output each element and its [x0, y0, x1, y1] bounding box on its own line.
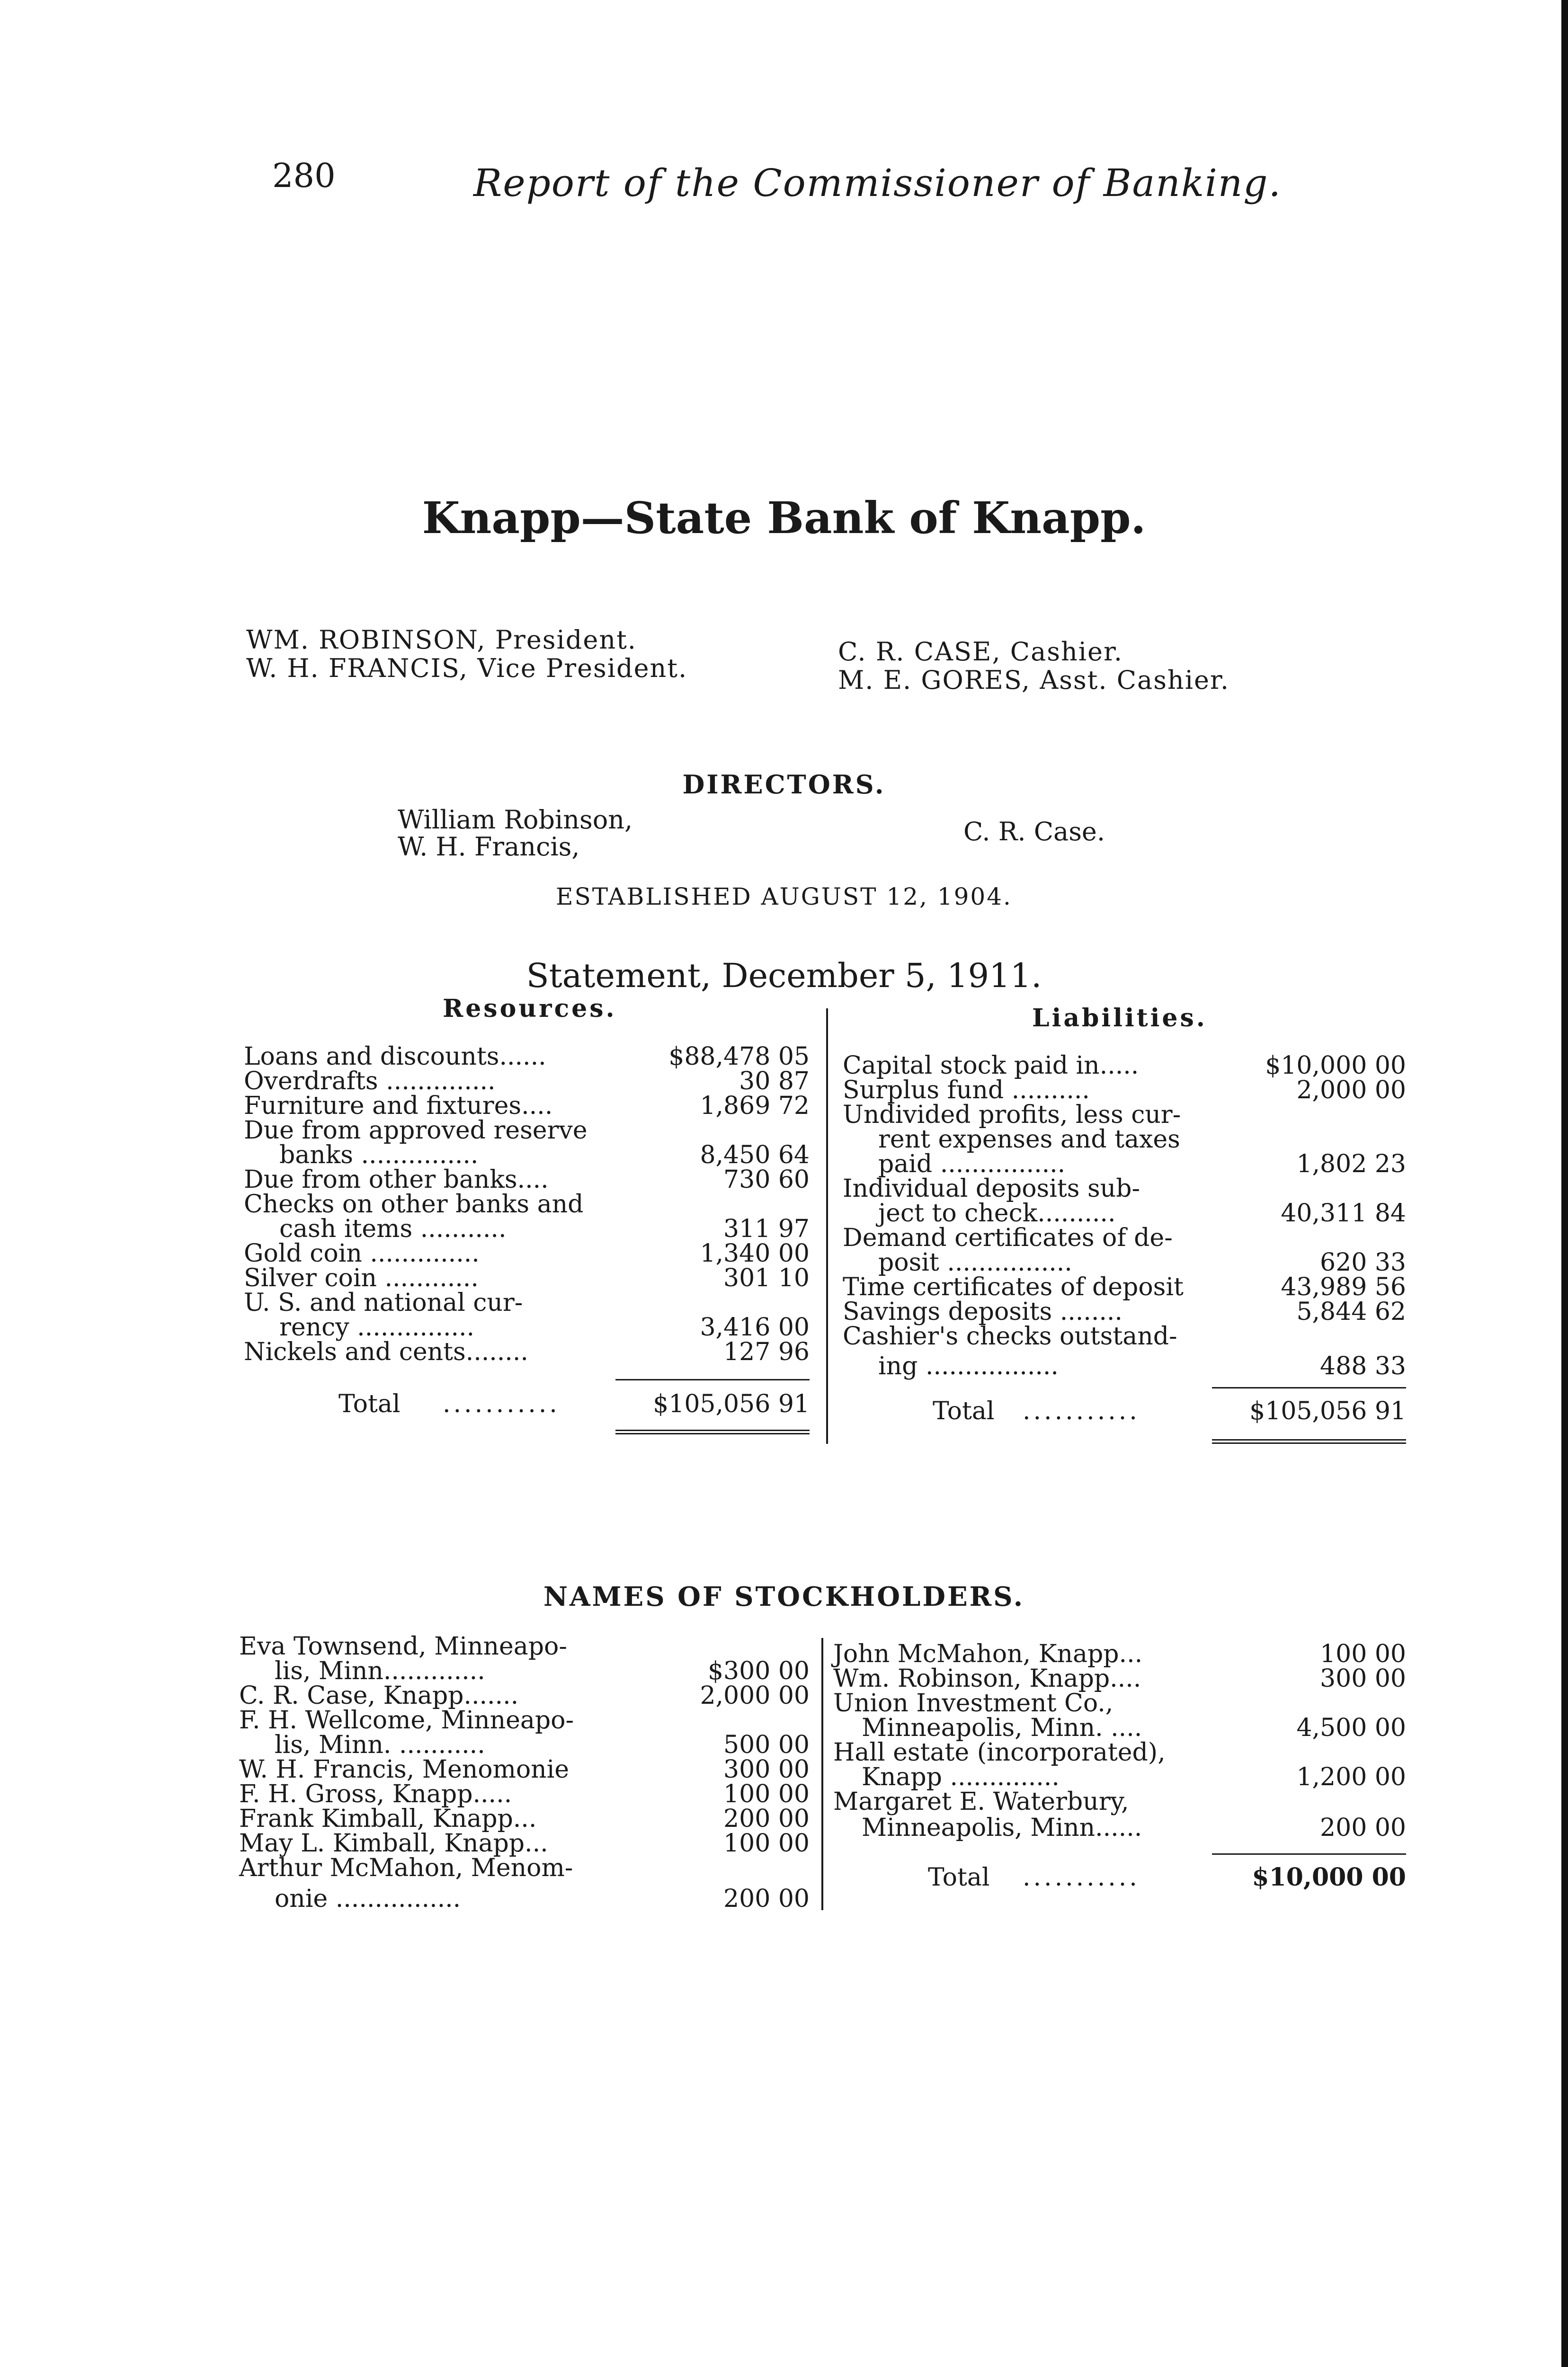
resource-label: Silver coin ............	[244, 1264, 479, 1292]
leader-dots: ...........	[1023, 1397, 1140, 1425]
stockholders-rule	[1212, 1853, 1406, 1855]
bank-title: Knapp—State Bank of Knapp.	[422, 492, 1146, 543]
stockholder-amount: 200 00	[1320, 1814, 1406, 1842]
resources-heading: Resources.	[443, 994, 617, 1023]
resource-label: U. S. and national cur-	[244, 1289, 523, 1317]
stockholder-name: onie ................	[275, 1885, 461, 1913]
page-number: 280	[272, 156, 336, 195]
officer-president: WM. ROBINSON, President.	[246, 625, 637, 655]
resource-label: Gold coin ..............	[244, 1239, 480, 1268]
officer-cashier: C. R. CASE, Cashier.	[838, 637, 1123, 667]
liability-amount: 620 33	[1320, 1248, 1406, 1277]
resource-label: rency ...............	[279, 1313, 475, 1342]
liability-amount: 5,844 62	[1296, 1298, 1406, 1326]
resources-double-rule	[615, 1430, 810, 1434]
liability-label: Capital stock paid in.....	[843, 1051, 1139, 1080]
stockholder-name: F. H. Gross, Knapp.....	[239, 1780, 512, 1808]
stockholder-amount: 300 00	[723, 1755, 810, 1784]
stockholder-name: F. H. Wellcome, Minneapo-	[239, 1706, 574, 1735]
resource-amount: 1,869 72	[700, 1092, 810, 1120]
stockholder-amount: 2,000 00	[700, 1682, 810, 1710]
stockholder-name: Arthur McMahon, Menom-	[239, 1854, 573, 1882]
page-edge-right	[1561, 0, 1568, 2367]
director-name: W. H. Francis,	[398, 832, 580, 862]
liability-label: ject to check..........	[878, 1199, 1116, 1228]
resource-amount: 311 97	[723, 1215, 810, 1243]
liability-label: Surplus fund ..........	[843, 1076, 1090, 1104]
stockholder-name: May L. Kimball, Knapp...	[239, 1829, 548, 1858]
stockholders-total-amount: $10,000 00	[1252, 1863, 1406, 1892]
stockholder-name: C. R. Case, Knapp.......	[239, 1682, 519, 1710]
stockholder-amount: 100 00	[1320, 1640, 1406, 1668]
liabilities-total-label: Total	[933, 1397, 995, 1425]
director-name: William Robinson,	[398, 805, 633, 835]
resources-total-amount: $105,056 91	[653, 1390, 810, 1418]
resource-label: Nickels and cents........	[244, 1338, 528, 1366]
resources-total-label: Total	[339, 1390, 401, 1418]
liabilities-double-rule	[1212, 1439, 1406, 1444]
officer-asst-cashier: M. E. GORES, Asst. Cashier.	[838, 665, 1229, 695]
resource-label: banks ...............	[279, 1141, 479, 1169]
resource-label: Overdrafts ..............	[244, 1067, 496, 1095]
stockholders-total-label: Total	[928, 1863, 990, 1892]
liability-label: rent expenses and taxes	[878, 1125, 1180, 1154]
liability-label: posit ................	[878, 1248, 1072, 1277]
resources-rule	[615, 1379, 810, 1380]
liability-label: Demand certificates of de-	[843, 1224, 1173, 1252]
stockholder-name: Hall estate (incorporated),	[833, 1738, 1166, 1767]
liability-label: ing .................	[878, 1352, 1059, 1380]
resource-amount: $88,478 05	[668, 1042, 810, 1071]
stockholder-name: Wm. Robinson, Knapp....	[833, 1664, 1141, 1693]
leader-dots: ...........	[443, 1390, 560, 1418]
liability-amount: 40,311 84	[1281, 1199, 1406, 1228]
liability-amount: $10,000 00	[1265, 1051, 1406, 1080]
stockholder-name: Frank Kimball, Knapp...	[239, 1805, 537, 1833]
stockholder-name: Eva Townsend, Minneapo-	[239, 1632, 567, 1661]
resource-amount: 730 60	[723, 1166, 810, 1194]
liability-label: Undivided profits, less cur-	[843, 1101, 1181, 1129]
stockholder-amount: 200 00	[723, 1805, 810, 1833]
liability-label: Individual deposits sub-	[843, 1175, 1140, 1203]
liability-amount: 1,802 23	[1296, 1150, 1406, 1178]
resource-amount: 1,340 00	[700, 1239, 810, 1268]
liability-amount: 43,989 56	[1281, 1273, 1406, 1301]
resource-label: Due from approved reserve	[244, 1116, 588, 1145]
stockholder-name: John McMahon, Knapp...	[833, 1640, 1143, 1668]
stockholder-name: W. H. Francis, Menomonie	[239, 1755, 570, 1784]
liability-label: Time certificates of deposit	[843, 1273, 1184, 1301]
liabilities-rule	[1212, 1387, 1406, 1388]
stockholder-name: Minneapolis, Minn......	[862, 1814, 1142, 1842]
stockholders-heading: NAMES OF STOCKHOLDERS.	[543, 1581, 1025, 1612]
resource-amount: 127 96	[723, 1338, 810, 1366]
resource-amount: 3,416 00	[700, 1313, 810, 1342]
resource-label: Loans and discounts......	[244, 1042, 546, 1071]
resource-amount: 30 87	[739, 1067, 810, 1095]
liability-amount: 2,000 00	[1296, 1076, 1406, 1104]
column-divider	[821, 1638, 823, 1910]
stockholder-name: lis, Minn.............	[275, 1657, 485, 1685]
stockholder-name: Margaret E. Waterbury,	[833, 1788, 1129, 1816]
resource-label: Checks on other banks and	[244, 1190, 584, 1219]
stockholder-amount: 100 00	[723, 1780, 810, 1808]
stockholder-amount: 200 00	[723, 1885, 810, 1913]
statement-title: Statement, December 5, 1911.	[526, 956, 1042, 995]
stockholder-amount: 300 00	[1320, 1664, 1406, 1693]
stockholder-amount: $300 00	[707, 1657, 810, 1685]
resource-label: Furniture and fixtures....	[244, 1092, 553, 1120]
stockholder-amount: 4,500 00	[1296, 1714, 1406, 1742]
liability-label: paid ................	[878, 1150, 1066, 1178]
stockholder-amount: 500 00	[723, 1731, 810, 1759]
liability-label: Savings deposits ........	[843, 1298, 1123, 1326]
liabilities-total-amount: $105,056 91	[1249, 1397, 1406, 1425]
column-divider	[826, 1008, 828, 1444]
stockholder-name: lis, Minn. ...........	[275, 1731, 485, 1759]
stockholder-name: Union Investment Co.,	[833, 1689, 1114, 1717]
stockholder-name: Knapp ..............	[862, 1763, 1060, 1791]
officer-vice-president: W. H. FRANCIS, Vice President.	[246, 653, 688, 683]
leader-dots: ...........	[1023, 1863, 1140, 1892]
resource-label: Due from other banks....	[244, 1166, 549, 1194]
stockholder-amount: 100 00	[723, 1829, 810, 1858]
liabilities-heading: Liabilities.	[1032, 1004, 1207, 1032]
established-date: ESTABLISHED AUGUST 12, 1904.	[556, 883, 1012, 910]
liability-label: Cashier's checks outstand-	[843, 1322, 1177, 1351]
stockholder-name: Minneapolis, Minn. ....	[862, 1714, 1142, 1742]
resource-amount: 301 10	[723, 1264, 810, 1292]
resource-amount: 8,450 64	[700, 1141, 810, 1169]
resource-label: cash items ...........	[279, 1215, 507, 1243]
directors-heading: DIRECTORS.	[682, 769, 886, 800]
liability-amount: 488 33	[1320, 1352, 1406, 1380]
stockholder-amount: 1,200 00	[1296, 1763, 1406, 1791]
running-title: Report of the Commissioner of Banking.	[473, 161, 1282, 205]
director-name: C. R. Case.	[963, 817, 1105, 846]
